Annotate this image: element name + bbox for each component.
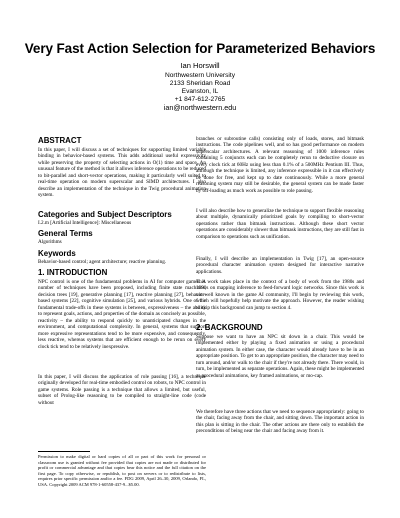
introduction-paragraph-2: In this paper, I will discuss the application of role passing [16], a technique originally developed for real-time embodied control on robots, to NPC control in game systems. Role passing is a technique that allows a limited, but useful, subset of Prolog-like reasoning to be compiled to straight-line code (code without <box>38 374 206 406</box>
introduction-heading: 1. INTRODUCTION <box>38 268 108 277</box>
general-terms-heading: General Terms <box>38 229 93 238</box>
right-paragraph-6: We therefore have three actions that we need to sequence appropriately: going to the chair, facing away from the chair, and sitting down. The important action in this plan is sitting in the chair. The other actions are there only to establish the preconditions of being near the chair and facing away from it. <box>196 409 364 435</box>
keywords-heading: Keywords <box>38 249 76 258</box>
author-phone: +1 847-612-2765 <box>174 96 226 103</box>
right-paragraph-1: branches or subroutine calls) consisting only of loads, stores, and bitmask instructions. The code pipelines well, and so has good performance on modern superscalar architectures. A relevant reasoning of 1000 inference rules containing 5 conjuncts each can be completely rerun to deductive closure on every clock tick at 60Hz using less than 0.1% of a 500MHz Pentium III. Thus, although the technique is limited, any inference expressible in it can effectively be done for free, and kept up to date continuously. While a more general reasoning system may still be desirable, the general system can be made faster by off-loading as much work as possible to role passing. <box>196 136 364 194</box>
author-name: Ian Horswill <box>180 61 220 70</box>
right-paragraph-2: I will also describe how to generalize the technique to support flexible reasoning about multiple, dynamically prioritized goals by compiling to short-vector operations rather than bitmask instructions. Although these short vector operations are considerably slower than bitmask instructions, they are still fast in comparison to operations such as unification. <box>196 208 364 240</box>
background-heading: 2. BACKGROUND <box>196 323 263 332</box>
abstract-text: In this paper, I will discuss a set of techniques for supporting limited variable binding in behavior-based systems. This adds additional useful expressivity while preserving the property of selecting actions in O(1) time and space. An unusual feature of the method is that it allows inference operations to be reduced to bit-parallel and short-vector operations, making it particularly well suited to real-time operation on modern superscalar and SIMD architectures. I also describe an implementation of the technique in the Twig procedural animation system. <box>38 147 206 199</box>
author-affiliation: Northwestern University <box>165 72 235 79</box>
author-email: ian@northwestern.edu <box>163 103 237 112</box>
abstract-heading: ABSTRACT <box>38 136 82 145</box>
footnote-rule <box>38 451 90 452</box>
general-terms-text: Algorithms <box>38 239 62 245</box>
right-paragraph-4: This work takes place in the context of a body of work from the 1980s and 1990s on mapping inference to feed-forward logic networks. Since this work is not well known in the game AI community, I'll begin by reviewing this work, which will hopefully help motivate the approach. However, the reader wishing to skip this background can jump to section 4. <box>196 279 364 311</box>
introduction-paragraph-1: NPC control is one of the fundamental problems in AI for computer games. A number of techniques have been proposed, including finite state machines, decision trees [19], generative planning [17], reactive planning [27], behavior-based systems [22], cognitive simulation [25], and various hybrids. One of the fundamental trade-offs in these systems is between, expressiveness – the ability to represent goals, actions, and properties of the domain as concisely as possible, reactivity – the ability to respond quickly to unanticipated changes in the environment, and computational complexity. In general, systems that support more expressive representations tend to be more expensive, and consequently, less reactive, whereas systems that are efficient enough to be rerun on every clock tick tend to be relatively inexpressive. <box>38 279 206 350</box>
paper-title: Very Fast Action Selection for Parameterized Behaviors <box>24 41 376 56</box>
right-paragraph-5: Suppose we want to have an NPC sit down in a chair. This would be implemented either by playing a fixed animation or using a procedural animation system. In either case, the character would already have to be in an appropriate position. To get to an appropriate position, the character may need to turn around, and/or walk to the chair if they're not already there. There would, in turn, be implemented as separate operations. Again, these might be implemented as procedural animations, key framed animations, or mo-cap. <box>196 334 364 379</box>
right-paragraph-3: Finally, I will describe an implementation in Twig [17], an open-source procedural character animation system designed for interactive narrative applications. <box>196 256 364 275</box>
keywords-text: Behavior-based control; agent architecture; reactive planning. <box>38 259 167 265</box>
categories-heading: Categories and Subject Descriptors <box>38 210 172 219</box>
copyright-footnote <box>38 454 206 488</box>
author-city: Evanston, IL <box>181 88 219 95</box>
copyright-footnote-text: Permission to make digital or hard copies of all or part of this work for personal or classroom use is granted without fee provided that copies are not made or distributed for profit or commercial advantage and that copies bear this notice and the full citation on the first page. To copy otherwise, or republish, to post on servers or to redistribute to lists, requires prior specific permission and/or a fee. FDG 2009, April 26–30, 2009, Orlando, FL, USA. Copyright 2009 ACM 978-1-60558-437-9...$5.00. <box>38 454 206 487</box>
author-address: 2133 Sheridan Road <box>169 80 231 87</box>
categories-text: I.2.m [Artificial Intelligence]: Miscellaneous <box>38 220 132 226</box>
